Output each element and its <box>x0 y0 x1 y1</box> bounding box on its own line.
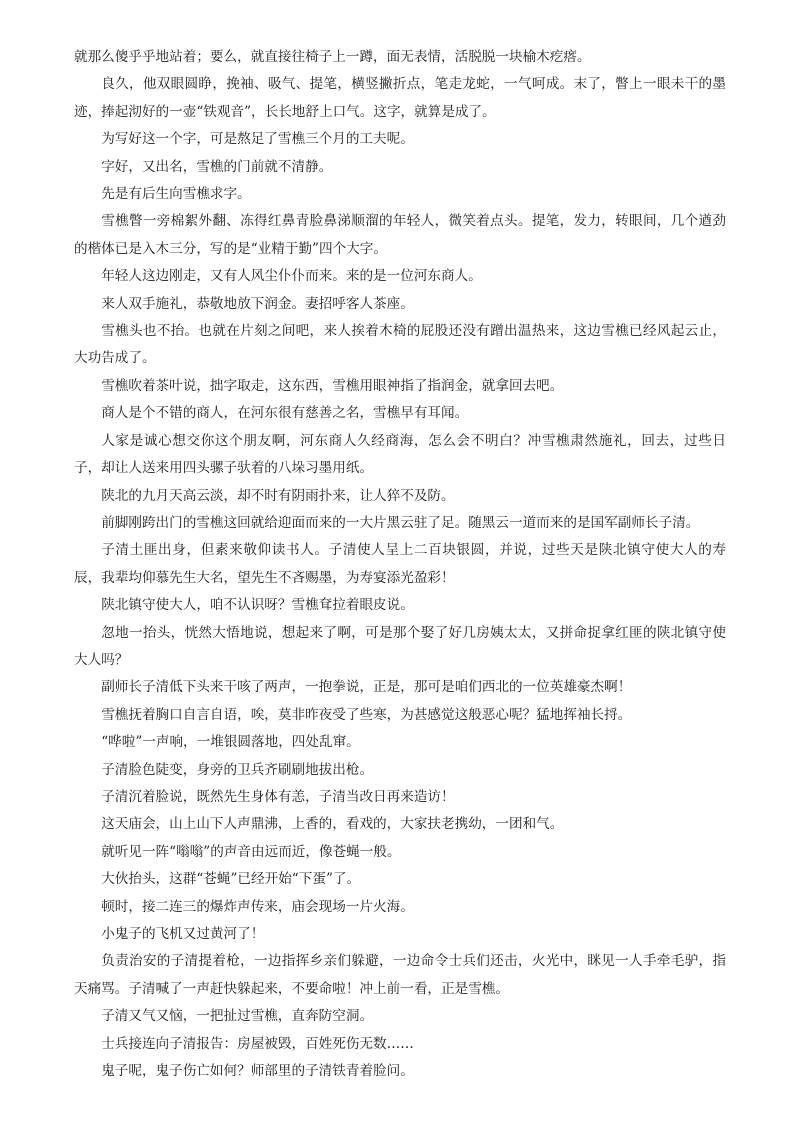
paragraph: 雪樵瞥一旁棉絮外翻、冻得红鼻青脸鼻涕顺溜的年轻人，微笑着点头。提笔，发力，转眼间，几个遒劲的楷体已是入木三分，写的是“业精于勤”四个大字。 <box>74 213 726 257</box>
paragraph: 副师长子清低下头来干咳了两声，一抱拳说，正是，那可是咱们西北的一位英雄豪杰啊！ <box>101 679 632 696</box>
paragraph: 就听见一阵“嗡嗡”的声音由远而近，像苍蝇一般。 <box>101 843 401 860</box>
document-body <box>74 44 726 1085</box>
paragraph: 人家是诚心想交你这个朋友啊，河东商人久经商海，怎么会不明白？冲雪樵肃然施礼，回去，过些日子，却让人送来用四头骡子驮着的八垛习墨用纸。 <box>74 432 726 477</box>
paragraph: 商人是个不错的商人，在河东很有慈善之名，雪樵早有耳闻。 <box>101 405 469 422</box>
paragraph: 良久，他双眼圆睁，挽袖、吸气、提笔，横竖撇折点，笔走龙蛇，一气呵成。末了，瞥上一眼未干的墨迹，捧起沏好的一壶“铁观音”，长长地舒上口气。这字，就算是成了。 <box>74 76 726 120</box>
paragraph: 就那么傻乎乎地站着；要么，就直接往椅子上一蹲，面无表情，活脱脱一块榆木疙瘩。 <box>74 49 591 65</box>
paragraph: 士兵接连向子清报告：房屋被毁，百姓死伤无数…… <box>101 1035 414 1052</box>
paragraph: 雪樵头也不抬。也就在片刻之间吧，来人挨着木椅的屁股还没有蹭出温热来，这边雪樵已经风起云止，大功告成了。 <box>74 323 726 367</box>
paragraph: 子清沉着脸说，既然先生身体有恙，子清当改日再来造访！ <box>101 788 455 805</box>
paragraph: 忽地一抬头，恍然大悟地说，想起来了啊，可是那个娶了好几房姨太太，又拼命捉拿红匪的陕北镇守使大人吗？ <box>74 624 726 668</box>
paragraph: 顿时，接二连三的爆炸声传来，庙会现场一片火海。 <box>101 898 414 915</box>
paragraph: 子清又气又恼，一把扯过雪樵，直奔防空洞。 <box>101 1008 374 1025</box>
paragraph: 负责治安的子清提着枪，一边指挥乡亲们躲避，一边命令士兵们还击，火光中，眯见一人手牵毛驴，指天痛骂。子清喊了一声赶快躲起来，不要命啦！冲上前一看，正是雪樵。 <box>74 953 726 997</box>
paragraph: 陕北镇守使大人，咱不认识呀？雪樵耷拉着眼皮说。 <box>101 597 414 614</box>
paragraph: 小鬼子的飞机又过黄河了！ <box>101 926 265 942</box>
paragraph: 大伙抬头，这群“苍蝇”已经开始“下蛋”了。 <box>101 871 361 888</box>
paragraph: 子清脸色陡变，身旁的卫兵齐刷刷地拔出枪。 <box>101 761 374 778</box>
paragraph: 字好，又出名，雪樵的门前就不清静。 <box>101 158 333 175</box>
paragraph: 鬼子呢，鬼子伤亡如何？师部里的子清铁青着脸问。 <box>101 1063 414 1080</box>
paragraph: 前脚刚跨出门的雪樵这回就给迎面而来的一大片黑云驻了足。随黑云一道而来的是国军副师长子清。 <box>101 514 700 531</box>
paragraph: “哗啦”一声响，一堆银圆落地，四处乱窜。 <box>101 734 360 751</box>
paragraph: 来人双手施礼，恭敬地放下润金。妻招呼客人茶座。 <box>101 295 414 312</box>
paragraph: 为写好这一个字，可是熬足了雪樵三个月的工夫呢。 <box>101 131 414 148</box>
paragraph: 年轻人这边刚走，又有人风尘仆仆而来。来的是一位河东商人。 <box>101 268 482 285</box>
paragraph: 雪樵抚着胸口自言自语，唉，莫非昨夜受了些寒，为甚感觉这般恶心呢？猛地挥袖长捋。 <box>101 706 632 723</box>
paragraph: 雪樵吹着茶叶说，拙字取走，这东西，雪樵用眼神指了指润金，就拿回去吧。 <box>101 377 564 394</box>
paragraph: 这天庙会，山上山下人声鼎沸，上香的，看戏的，大家扶老携幼，一团和气。 <box>101 816 564 833</box>
paragraph: 先是有后生向雪樵求字。 <box>101 186 251 203</box>
paragraph: 陕北的九月天高云淡，却不时有阴雨扑来，让人猝不及防。 <box>101 487 455 504</box>
paragraph: 子清土匪出身，但素来敬仰读书人。子清使人呈上二百块银圆，并说，过些天是陕北镇守使大人的寿辰，我辈均仰慕先生大名，望先生不吝赐墨，为寿宴添光盈彩！ <box>74 542 726 586</box>
